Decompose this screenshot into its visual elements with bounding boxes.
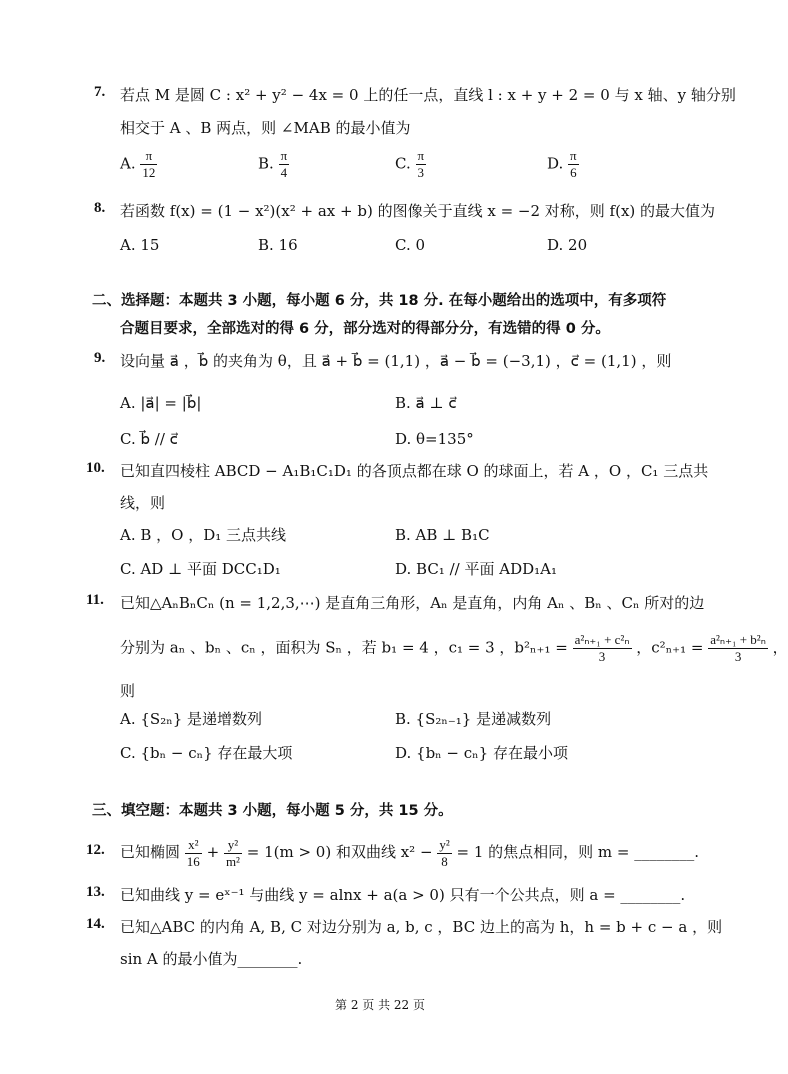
q11-option-c: C. {bₙ − cₙ} 存在最大项	[120, 744, 293, 762]
question-11-text-end: 则	[120, 682, 136, 700]
q11-option-a: A. {S₂ₙ} 是递增数列	[120, 710, 263, 728]
question-14-text-cont: sin A 的最小值为________.	[120, 950, 303, 968]
q8-option-d: D. 20	[547, 236, 588, 254]
question-number: 9.	[94, 350, 106, 366]
q9-option-c: C. b⃗ // c⃗	[120, 430, 178, 448]
q9-option-a: A. |a⃗| = |b⃗|	[120, 394, 202, 412]
q11-option-d: D. {bₙ − cₙ} 存在最小项	[395, 744, 568, 762]
question-14-text: 已知△ABC 的内角 A, B, C 对边分别为 a, b, c ，BC 边上的高为 h，h = b + c − a ，则	[120, 918, 723, 936]
question-12-text: 已知椭圆 $\frac{\text{x²}}{16}$ + $\frac{\text{y²}}{\text{m²}}$ = 1(m > 0) 和双曲线 x² − $\frac{\text{y²}}{8}$ = 1 的焦点相同，则 m = ________.	[120, 836, 700, 869]
q9-option-d: D. θ=135°	[395, 430, 474, 448]
question-9-text: 设向量 a⃗ ，b⃗ 的夹角为 θ，且 a⃗ + b⃗ = (1,1) ，a⃗ − b⃗ = (−3,1) ，c⃗ = (1,1) ，则	[120, 352, 672, 370]
question-10-text: 已知直四棱柱 ABCD − A₁B₁C₁D₁ 的各顶点都在球 O 的球面上，若 A ，O ，C₁ 三点共	[120, 462, 709, 480]
question-number: 14.	[86, 916, 105, 932]
q8-option-c: C. 0	[395, 236, 426, 254]
q10-option-c: C. AD ⊥ 平面 DCC₁D₁	[120, 560, 281, 578]
question-number: 8.	[94, 200, 106, 216]
q10-option-b: B. AB ⊥ B₁C	[395, 526, 490, 544]
q8-option-a: A. 15	[120, 236, 160, 254]
question-number: 12.	[86, 842, 105, 858]
question-number: 13.	[86, 884, 105, 900]
q7-option-c: C. $\frac{\pi}{3}$	[395, 148, 425, 180]
q8-option-b: B. 16	[258, 236, 298, 254]
q7-option-b: B. $\frac{\pi}{4}$	[258, 148, 288, 180]
page-footer: 第 2 页 共 22 页	[335, 998, 425, 1012]
question-7-text: 若点 M 是圆 C : x² + y² − 4x = 0 上的任一点，直线 l : x + y + 2 = 0 与 x 轴、y 轴分别	[120, 86, 736, 104]
question-13-text: 已知曲线 y = eˣ⁻¹ 与曲线 y = alnx + a(a > 0) 只有一个公共点，则 a = ________.	[120, 886, 686, 904]
question-11-text-cont: 分别为 aₙ 、bₙ 、cₙ ，面积为 Sₙ ，若 b₁ = 4 ，c₁ = 3 ，b²ₙ₊₁ = $\frac{\text{a²ₙ₊₁ + c²ₙ}}{3}$ ，c²ₙ₊₁ = $\frac{\text{a²ₙ₊₁ + b²ₙ}}{3}$ ，	[120, 632, 788, 664]
section-2-heading: 二、选择题：本题共 3 小题，每小题 6 分，共 18 分. 在每小题给出的选项中，有多项符	[92, 293, 667, 309]
q11-option-b: B. {S₂ₙ₋₁} 是递减数列	[395, 710, 552, 728]
question-8-text: 若函数 f(x) = (1 − x²)(x² + ax + b) 的图像关于直线 x = −2 对称，则 f(x) 的最大值为	[120, 202, 716, 220]
q10-option-a: A. B ，O ，D₁ 三点共线	[120, 526, 287, 544]
q7-option-d: D. $\frac{\pi}{6}$	[547, 148, 577, 180]
question-7-text-cont: 相交于 A 、B 两点，则 ∠MAB 的最小值为	[120, 119, 411, 137]
question-10-text-cont: 线，则	[120, 494, 166, 512]
q9-option-b: B. a⃗ ⊥ c⃗	[395, 394, 457, 412]
question-11-text: 已知△AₙBₙCₙ (n = 1,2,3,⋯) 是直角三角形，Aₙ 是直角，内角 Aₙ 、Bₙ 、Cₙ 所对的边	[120, 594, 705, 612]
question-number: 7.	[94, 84, 106, 100]
section-2-heading-cont: 合题目要求，全部选对的得 6 分，部分选对的得部分分，有选错的得 0 分。	[120, 321, 610, 337]
question-number: 11.	[86, 592, 104, 608]
section-3-heading: 三、填空题：本题共 3 小题，每小题 5 分，共 15 分。	[92, 803, 453, 819]
q10-option-d: D. BC₁ // 平面 ADD₁A₁	[395, 560, 557, 578]
q7-option-a: A. $\frac{\pi}{12}$	[120, 148, 156, 180]
question-number: 10.	[86, 460, 105, 476]
